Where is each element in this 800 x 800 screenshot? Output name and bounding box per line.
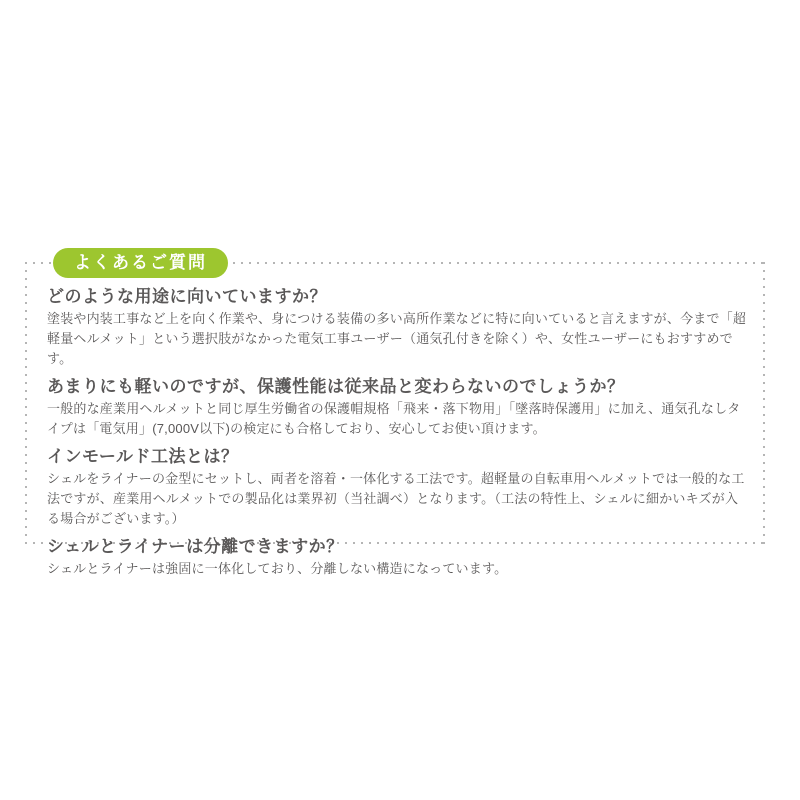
faq-question: シェルとライナーは分離できますか？ <box>47 537 344 556</box>
faq-answer: 一般的な産業用ヘルメットと同じ厚生労働省の保護帽規格「飛来・落下物用」「墜落時保護用」に加え、通気孔なしタイプは「電気用」(7,000V以下)の検定にも合格しており、安心してお使い頂けます。 <box>47 401 741 436</box>
faq-answer: シェルをライナーの金型にセットし、両者を溶着・一体化する工法です。超軽量の自転車用ヘルメットでは一般的な工法ですが、産業用ヘルメットでの製品化は業界初（当社調べ）となります。（工法の特性上、シェルに細かいキズが入る場合がございます。） <box>47 471 745 526</box>
faq-list <box>25 262 765 579</box>
faq-question: インモールド工法とは？ <box>47 447 239 466</box>
faq-item <box>47 446 747 529</box>
faq-badge <box>53 248 228 278</box>
faq-badge-label: よくあるご質問 <box>74 252 207 272</box>
faq-question: どのような用途に向いていますか？ <box>47 287 327 306</box>
faq-answer: シェルとライナーは強固に一体化しており、分離しない構造になっています。 <box>47 561 508 576</box>
faq-item <box>47 536 747 579</box>
faq-question: あまりにも軽いのですが、保護性能は従来品と変わらないのでしょうか？ <box>47 377 625 396</box>
faq-item <box>47 376 747 439</box>
faq-item <box>47 286 747 369</box>
faq-answer: 塗装や内装工事など上を向く作業や、身につける装備の多い高所作業などに特に向いていると言えますが、今まで「超軽量ヘルメット」という選択肢がなかった電気工事ユーザー（通気孔付きを除く）や、女性ユーザーにもおすすめです。 <box>47 311 747 366</box>
faq-section <box>25 252 765 576</box>
